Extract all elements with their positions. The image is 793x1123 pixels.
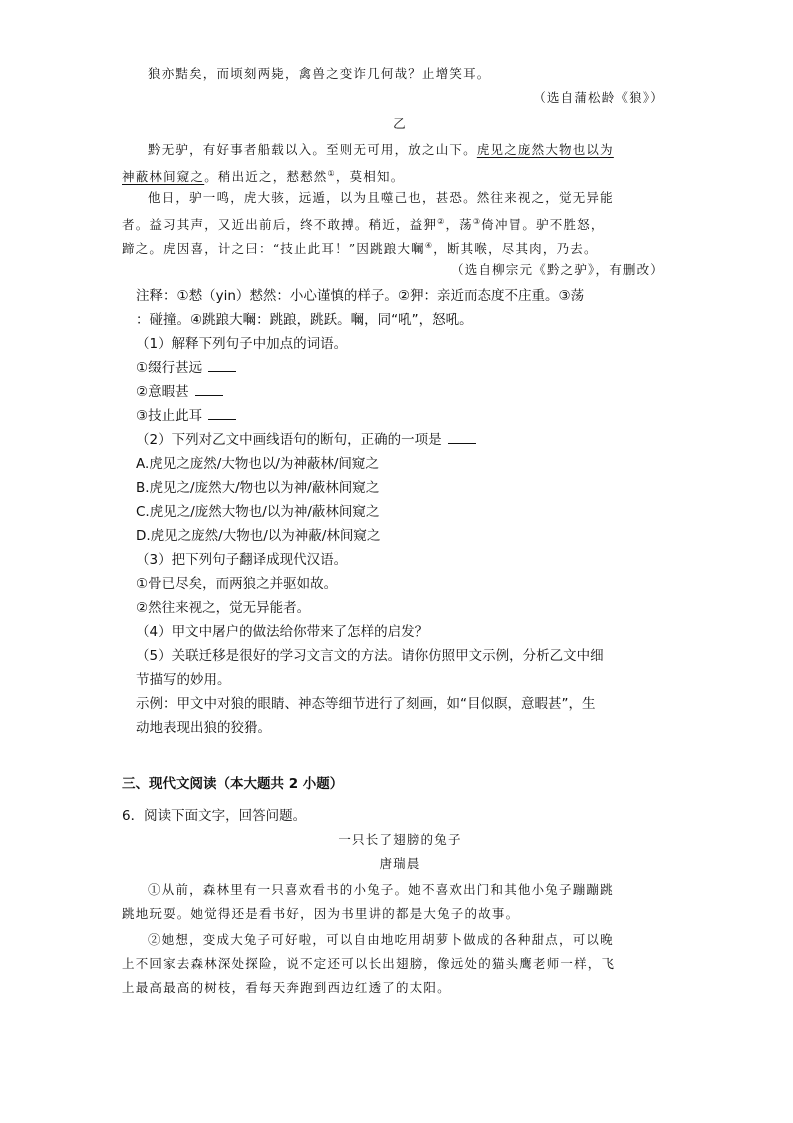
passage-a-source: （选自蒲松龄《狼》） — [533, 90, 664, 105]
question-3-item-2: ②然往来视之，觉无异能者。 — [136, 600, 311, 616]
section-3-heading: 三、现代文阅读（本大题共 2 小题） — [122, 776, 344, 792]
passage-a-tail: 狼亦黠矣，而顷刻两毙，禽兽之变诈几何哉？止增笑耳。 — [148, 66, 491, 81]
answer-blank[interactable] — [448, 431, 476, 444]
question-3: （3）把下列句子翻译成现代汉语。 — [136, 552, 348, 568]
option-c: C.虎见之/庞然大物也/以为神/蔽林间窥之 — [136, 504, 380, 520]
note-1-marker: ① — [327, 169, 336, 178]
story-title: 一只长了翅膀的兔子 — [338, 832, 462, 847]
passage-b-line-2-text: 。稍出近之，慭慭然 — [204, 169, 328, 185]
question-1-item-2 — [136, 382, 223, 402]
answer-blank[interactable] — [208, 407, 236, 420]
question-1-item-3-text: ③技止此耳 — [136, 408, 203, 424]
notes-line-1: 注释：①慭（yin）慭然：小心谨慎的样子。②狎：亲近而态度不庄重。③荡 — [136, 288, 585, 304]
note-3-marker: ③ — [472, 217, 482, 226]
option-d: D.虎见之庞然/大物也/以为神蔽/林间窥之 — [136, 528, 381, 544]
example-line-1: 示例：甲文中对狼的眼睛、神态等细节进行了刻画，如“目似瞑，意暇甚”，生 — [136, 696, 596, 712]
question-1: （1）解释下列句子中加点的词语。 — [136, 336, 348, 352]
question-1-item-3 — [136, 406, 236, 426]
question-2 — [136, 430, 476, 450]
passage-b-line-1-pre: 黔无驴，有好事者船载以入。至则无可用，放之山下。 — [148, 142, 477, 157]
passage-b-line-4 — [122, 212, 605, 235]
question-5-line-1: （5）关联迁移是很好的学习文言文的方法。请你仿照甲文示例，分析乙文中细 — [136, 648, 604, 664]
note-2-marker: ② — [437, 217, 446, 226]
story-paragraph-1-line-2: 跳地玩耍。她觉得还是看书好，因为书里讲的都是大兔子的故事。 — [122, 906, 520, 921]
answer-blank[interactable] — [208, 359, 236, 372]
story-paragraph-2-line-2: 上不回家去森林深处探险，说不定还可以长出翅膀，像远处的猫头鹰老师一样，飞 — [122, 956, 616, 971]
question-2-text: （2）下列对乙文中画线语句的断句，正确的一项是 — [136, 432, 442, 448]
option-a: A.虎见之庞然/大物也以/为神蔽林/间窥之 — [136, 456, 379, 472]
underlined-sentence-part-2: 神蔽林间窥之 — [122, 169, 205, 185]
story-author: 唐瑞晨 — [379, 856, 421, 871]
passage-b-line-4-b: ，荡 — [445, 217, 473, 233]
passage-b-line-1 — [148, 140, 614, 160]
passage-b-line-4-c: 倚冲冒。驴不胜怒， — [481, 217, 605, 233]
passage-b-source: （选自柳宗元《黔之驴》，有删改） — [451, 262, 664, 277]
option-b: B.虎见之/庞然大/物也以为神/蔽林间窥之 — [136, 480, 380, 496]
example-line-2: 动地表现出狼的狡猾。 — [136, 720, 271, 736]
story-paragraph-1-line-1: ①从前，森林里有一只喜欢看书的小兔子。她不喜欢出门和其他小兔子蹦蹦跳 — [148, 882, 614, 897]
answer-blank[interactable] — [195, 383, 223, 396]
question-1-item-1-text: ①缀行甚远 — [136, 360, 203, 376]
passage-b-line-2-end: ，莫相知。 — [335, 169, 405, 185]
underlined-sentence-part-1: 虎见之庞然大物也以为 — [476, 142, 614, 157]
question-3-item-1: ①骨已尽矣，而两狼之并驱如故。 — [136, 576, 338, 592]
story-paragraph-2-line-1: ②她想，变成大兔子可好啦，可以自由地吃用胡萝卜做成的各种甜点，可以晚 — [148, 932, 614, 947]
question-1-item-2-text: ②意暇甚 — [136, 384, 189, 400]
passage-b-line-3: 他日，驴一鸣，虎大骇，远遁，以为且噬己也，甚恐。然往来视之，觉无异能 — [148, 190, 614, 205]
note-4-marker: ④ — [424, 241, 434, 250]
question-6: 6．阅读下面文字，回答问题。 — [122, 808, 307, 824]
passage-b-line-5-a: 蹄之。虎因喜，计之曰：“技止此耳！”因跳踉大㘎 — [122, 241, 425, 257]
passage-b-line-2 — [122, 164, 404, 187]
passage-b-line-5 — [122, 236, 598, 259]
story-paragraph-2-line-3: 上最高最高的树枝，看每天奔跑到西边红透了的太阳。 — [122, 980, 451, 995]
passage-b-label: 乙 — [393, 116, 407, 131]
question-5-line-2: 节描写的妙用。 — [136, 672, 231, 688]
passage-b-line-5-b: ，断其喉，尽其肉，乃去。 — [433, 241, 598, 257]
notes-line-2: ：碰撞。④跳踉大㘎：跳踉，跳跃。㘎，同“吼”，怒吼。 — [136, 312, 473, 328]
question-1-item-1 — [136, 358, 236, 378]
question-4: （4）甲文中屠户的做法给你带来了怎样的启发？ — [136, 624, 429, 640]
passage-b-line-4-a: 者。益习其声，又近出前后，终不敢搏。稍近，益狎 — [122, 217, 438, 233]
